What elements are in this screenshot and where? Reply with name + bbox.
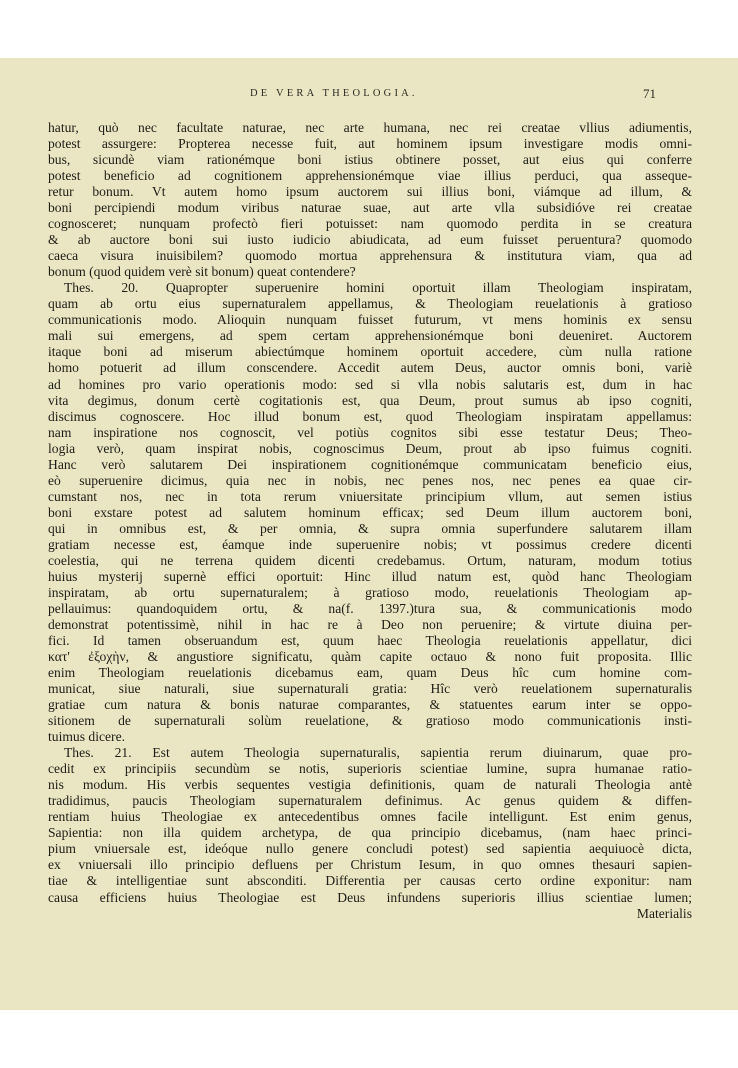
text-line: pellauimus: quandoquidem ortu, & na(f. 1397.)tura sua, & communicationis modo (48, 600, 692, 616)
text-line: ad homines pro vario operationis modo: sed si vlla nobis salutaris est, dum in hac (48, 376, 692, 392)
text-line: & ab auctore boni sui iusto iudicio abiudicata, ad eum fuisset peruentura? quomodo (48, 232, 692, 248)
text-line: cognosceret; nunquam profectò fieri potuisset: nam quomodo perdita in se creatura (48, 216, 692, 232)
text-line: potest beneficio ad cognitionem apprehensionémque viae illius perduci, qua asseque- (48, 168, 692, 184)
text-line: Hanc verò salutarem Dei inspirationem cognitionémque communicatam beneficio eius, (48, 456, 692, 472)
text-line: mali sui emergens, ad spem certam apprehensionémque boni deueniret. Auctorem (48, 328, 692, 344)
text-line: eò superuenire dicimus, quia nec in nobis, nec penes nos, nec penes ea quae cir- (48, 472, 692, 488)
text-line: enim Theologiam reuelationis dicebamus eam, quam Deus hîc cum homine com- (48, 665, 692, 681)
text-line: κατ' ἐξοχὴν, & angustiore significatu, quàm capite octauo & nono fuit proposita. Illic (48, 649, 692, 665)
text-line: demonstrat potentissimè, nihil in hac re à Deo non peruenire; & virtute diuina per- (48, 616, 692, 632)
text-line: discimus cognoscere. Hoc illud bonum est, quod Theologiam inspiratam appellamus: (48, 408, 692, 424)
text-line: tiae & intelligentiae sunt absconditi. Differentia per causas certo ordine exponitur: nam (48, 873, 692, 889)
text-line: logia verò, quam inspirat nobis, cognoscimus Deum, prout ab ipso fuimus cogniti. (48, 440, 692, 456)
catchword: Materialis (636, 905, 692, 921)
text-line: sitionem de supernaturali solùm reuelatione, & gratioso modo communicationis insti- (48, 713, 692, 729)
text-line: bus, sicundè viam rationémque boni istius obtinere posset, aut eius qui conferre (48, 152, 692, 168)
text-line: potest assurgere: Propterea necesse fuit, aut hominem ipsum investigare modis omni- (48, 136, 692, 152)
text-line: huius mysterij supernè effici oportuit: Hinc illud natum est, quòd hanc Theologiam (48, 568, 692, 584)
text-line: caeca visura inuisibilem? quomodo mortua apprehensura & institutura viam, qua ad (48, 248, 692, 264)
text-line: fici. Id tamen obseruandum est, quum haec Theologia reuelationis appellatur, dici (48, 633, 692, 648)
text-line: itaque boni ad miserum abiectúmque hominem oportuit accedere, cùm nulla ratione (48, 344, 692, 360)
text-line: causa efficiens huius Theologiae est Deus infundens superioris illius scientiae lumen; (48, 889, 692, 905)
text-line: inspiratam, ab ortu supernaturalem; à gratioso modo, reuelationis Theologiam ap- (48, 584, 692, 600)
text-line: municat, siue naturali, siue supernaturali gratia: Hîc verò reuelationem supernaturalis (48, 681, 692, 697)
text-line: communicationis modo. Alioquin nunquam fuisset futurum, vt mens hominis ex sensu (48, 312, 692, 328)
text-line: homo potuerit ad illum conscendere. Accedit autem Deus, auctor omnis boni, variè (48, 360, 692, 376)
thesis-start-line: Thes. 21. Est autem Theologia supernaturalis, sapientia rerum diuinarum, quae pro- (64, 745, 692, 761)
text-line: bonum (quod quidem verè sit bonum) queat contendere? (48, 264, 356, 280)
text-line: Sapientia: non illa quidem archetypa, de qua principio dicebamus, (nam haec princi- (48, 825, 692, 841)
text-line: vita degimus, donum certè cogitationis est, qua Deum, prout sumus ab ipso cogniti, (48, 392, 692, 408)
text-line: tradidimus, paucis Theologiam supernaturalem definimus. Ac genus quidem & diffen- (48, 793, 692, 809)
body-text (48, 120, 692, 922)
text-line: retur bonum. Vt autem homo ipsum auctorem sui illius boni, viámque ad illum, & (48, 184, 692, 200)
thesis-start-line: Thes. 20. Quapropter superuenire homini oportuit illam Theologiam inspiratam, (64, 280, 692, 296)
text-line: hatur, quò nec facultate naturae, nec arte humana, nec rei creatae vllius adiumentis, (48, 120, 692, 135)
running-title: DE VERA THEOLOGIA. (250, 88, 418, 99)
text-line: gratiae cum natura & bonis naturae comparantes, & statuentes earum inter se oppo- (48, 697, 692, 713)
text-line: rentiam huius Theologiae ex antecedentibus omnes facile intelligunt. Est enim genus, (48, 809, 692, 825)
text-line: nam inspiratione nos cognoscit, vel potiùs cognitos sibi esse testatur Deus; Theo- (48, 424, 692, 440)
text-line: tuimus dicere. (48, 729, 126, 745)
text-line: quam ab ortu eius supernaturalem appellamus, & Theologiam reuelationis à gratioso (48, 296, 692, 312)
text-line: qui in omnibus est, & per omnia, & supra omnia superfundere salutarem illam (48, 520, 692, 536)
text-line: coelestia, qui ne terrena quidem dicenti credebamus. Ortum, naturam, modum totius (48, 552, 692, 568)
text-line: cumstant nos, nec in tota rerum vniuersitate principium vllum, aut semen istius (48, 488, 692, 504)
text-line: nis modum. His verbis sequentes vestigia definitionis, quam de naturali Theologia antè (48, 777, 692, 793)
text-line: cedit ex principiis secundùm se notis, superioris scientiae lumine, supra humanae ratio- (48, 761, 692, 777)
running-header (0, 88, 738, 104)
text-line: boni percipiendi modum viribus naturae suae, aut arte vlla subsidióve rei creatae (48, 200, 692, 216)
text-line: boni exstare potest ad salutem hominum efficax; sed Deum illum auctorem boni, (48, 504, 692, 520)
page-number: 71 (643, 86, 656, 101)
text-line: pium vniuersale est, ideóque nullo genere concludi potest) sed sapientia aequiuocè dicta, (48, 841, 692, 857)
text-line: ex vniuersali illo principio defluens per Christum Iesum, in quo omnes thesauri sapien- (48, 857, 692, 873)
text-line: gratiam necesse est, éamque inde superuenire nobis; vt possimus credere dicenti (48, 536, 692, 552)
